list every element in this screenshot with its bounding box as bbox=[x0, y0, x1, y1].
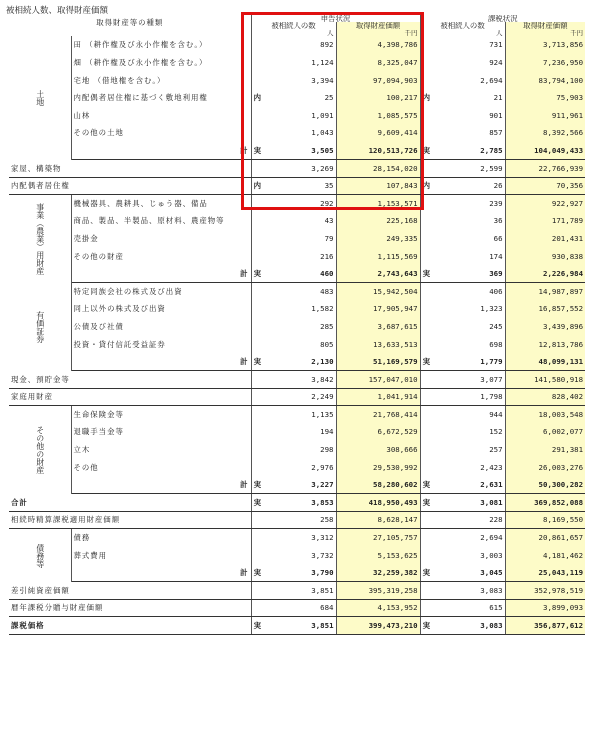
declared-persons: 25 bbox=[263, 89, 336, 107]
tax-header: 課税状況 bbox=[488, 15, 518, 23]
row-label: その他 bbox=[71, 459, 251, 477]
tax-persons: 2,423 bbox=[432, 459, 505, 477]
declared-value: 249,335 bbox=[336, 230, 420, 248]
row-label: 田 （耕作権及び永小作権を含む。） bbox=[71, 36, 251, 54]
tax-persons: 245 bbox=[432, 318, 505, 336]
row-label: 内配偶者居住権に基づく敷地利用権 bbox=[71, 89, 251, 107]
tax-persons: 26 bbox=[432, 177, 505, 195]
tax-value: 2,226,984 bbox=[505, 265, 585, 283]
tax-persons: 615 bbox=[432, 599, 505, 617]
table-row bbox=[9, 459, 585, 477]
tax-persons: 944 bbox=[432, 406, 505, 424]
tax-value: 201,431 bbox=[505, 230, 585, 248]
category-label bbox=[9, 283, 71, 371]
declared-value-header: 取得財産価額 bbox=[336, 22, 420, 29]
total-mark: 実 bbox=[251, 476, 263, 494]
total-mark bbox=[420, 371, 432, 389]
row-label: 投資・貸付信託受益証券 bbox=[71, 335, 251, 353]
table-row bbox=[9, 177, 585, 195]
inner-mark: 内 bbox=[251, 177, 263, 195]
category-text: 有価証券 bbox=[35, 310, 45, 343]
tax-persons-header: 被相続人の数 bbox=[420, 22, 505, 29]
category-text: その他の財産 bbox=[35, 426, 45, 475]
unit-value: 千円 bbox=[336, 30, 420, 37]
tax-value: 3,439,896 bbox=[505, 318, 585, 336]
category-text: 債務等 bbox=[35, 543, 45, 568]
declared-persons: 2,976 bbox=[263, 459, 336, 477]
tax-value: 83,794,100 bbox=[505, 72, 585, 90]
inner-mark: 内 bbox=[253, 93, 261, 103]
table-row bbox=[9, 441, 585, 459]
table-row bbox=[9, 371, 585, 389]
tax-persons: 1,798 bbox=[432, 388, 505, 406]
tax-value: 75,903 bbox=[505, 89, 585, 107]
table-row bbox=[9, 353, 585, 371]
total-mark bbox=[251, 107, 263, 125]
tax-persons: 924 bbox=[432, 54, 505, 72]
declared-persons: 3,227 bbox=[263, 476, 336, 494]
declared-value: 29,530,992 bbox=[336, 459, 420, 477]
declared-value: 51,169,579 bbox=[336, 353, 420, 371]
declared-persons: 3,269 bbox=[263, 159, 336, 177]
declared-persons: 298 bbox=[263, 441, 336, 459]
total-mark bbox=[420, 441, 432, 459]
total-mark bbox=[251, 124, 263, 142]
total-mark: 実 bbox=[420, 353, 432, 371]
tax-persons: 1,323 bbox=[432, 300, 505, 318]
tax-persons: 3,083 bbox=[432, 582, 505, 600]
tax-value: 20,861,657 bbox=[505, 529, 585, 547]
row-label: 葬式費用 bbox=[71, 547, 251, 565]
declared-value: 9,609,414 bbox=[336, 124, 420, 142]
tax-value: 3,713,856 bbox=[505, 36, 585, 54]
tax-value: 22,766,939 bbox=[505, 159, 585, 177]
row-label: 同上以外の株式及び出資 bbox=[71, 300, 251, 318]
total-mark bbox=[420, 335, 432, 353]
declared-persons: 1,091 bbox=[263, 107, 336, 125]
tax-persons: 66 bbox=[432, 230, 505, 248]
table-row bbox=[9, 72, 585, 90]
total-mark bbox=[420, 599, 432, 617]
declared-value: 4,153,952 bbox=[336, 599, 420, 617]
row-label: 立木 bbox=[71, 441, 251, 459]
tax-persons: 3,003 bbox=[432, 547, 505, 565]
tax-persons: 2,694 bbox=[432, 72, 505, 90]
table-row bbox=[9, 582, 585, 600]
table-row bbox=[9, 283, 585, 301]
inheritance-table bbox=[9, 15, 585, 635]
table-row bbox=[9, 54, 585, 72]
total-mark bbox=[420, 423, 432, 441]
tax-persons: 239 bbox=[432, 195, 505, 213]
row-label: 相続時精算課税適用財産価額 bbox=[9, 511, 251, 529]
tax-persons: 3,077 bbox=[432, 371, 505, 389]
declared-persons: 2,130 bbox=[263, 353, 336, 371]
type-header: 取得財産等の種類 bbox=[9, 15, 251, 30]
total-mark bbox=[420, 547, 432, 565]
row-label: 現金、預貯金等 bbox=[9, 371, 251, 389]
declared-persons: 1,582 bbox=[263, 300, 336, 318]
declared-persons: 3,790 bbox=[263, 564, 336, 582]
total-mark bbox=[251, 423, 263, 441]
tax-persons: 174 bbox=[432, 247, 505, 265]
row-label: 退職手当金等 bbox=[71, 423, 251, 441]
row-label: 特定同族会社の株式及び出資 bbox=[71, 283, 251, 301]
table-row bbox=[9, 599, 585, 617]
declared-persons: 3,842 bbox=[263, 371, 336, 389]
total-mark: 実 bbox=[251, 617, 263, 635]
row-label: 計 bbox=[71, 476, 251, 494]
row-label: 債務 bbox=[71, 529, 251, 547]
declared-persons-header: 被相続人の数 bbox=[251, 22, 336, 29]
tax-persons: 257 bbox=[432, 441, 505, 459]
total-mark bbox=[420, 459, 432, 477]
tax-persons: 406 bbox=[432, 283, 505, 301]
total-mark bbox=[251, 582, 263, 600]
table-row bbox=[9, 423, 585, 441]
declared-persons: 285 bbox=[263, 318, 336, 336]
row-label: その他の土地 bbox=[71, 124, 251, 142]
declared-persons: 43 bbox=[263, 212, 336, 230]
category-label bbox=[9, 36, 71, 159]
table-row bbox=[9, 36, 585, 54]
table-row bbox=[9, 564, 585, 582]
declared-value: 100,217 bbox=[336, 89, 420, 107]
tax-value: 16,857,552 bbox=[505, 300, 585, 318]
row-label: 計 bbox=[71, 265, 251, 283]
total-mark: 実 bbox=[251, 265, 263, 283]
declared-persons: 684 bbox=[263, 599, 336, 617]
table-row bbox=[9, 124, 585, 142]
total-mark bbox=[420, 124, 432, 142]
total-mark bbox=[251, 529, 263, 547]
total-mark bbox=[420, 582, 432, 600]
declared-value: 225,168 bbox=[336, 212, 420, 230]
table-row bbox=[9, 247, 585, 265]
tax-persons: 2,631 bbox=[432, 476, 505, 494]
declared-persons: 292 bbox=[263, 195, 336, 213]
declared-value: 4,398,786 bbox=[336, 36, 420, 54]
declared-value: 17,905,947 bbox=[336, 300, 420, 318]
declared-persons: 483 bbox=[263, 283, 336, 301]
row-label: 畑 （耕作権及び永小作権を含む。） bbox=[71, 54, 251, 72]
declared-persons: 35 bbox=[263, 177, 336, 195]
table-row bbox=[9, 547, 585, 565]
total-mark bbox=[420, 283, 432, 301]
row-label: 課税価格 bbox=[9, 617, 251, 635]
tax-value: 369,852,088 bbox=[505, 494, 585, 512]
declared-value: 27,105,757 bbox=[336, 529, 420, 547]
category-label bbox=[9, 195, 71, 283]
tax-value: 141,580,918 bbox=[505, 371, 585, 389]
tax-value: 930,838 bbox=[505, 247, 585, 265]
row-label: 公債及び社債 bbox=[71, 318, 251, 336]
declared-value: 2,743,643 bbox=[336, 265, 420, 283]
total-mark bbox=[251, 247, 263, 265]
row-label: 家庭用財産 bbox=[9, 388, 251, 406]
total-mark: 実 bbox=[251, 494, 263, 512]
tax-value-header: 取得財産価額 bbox=[505, 22, 585, 29]
tax-persons: 152 bbox=[432, 423, 505, 441]
declared-persons: 3,851 bbox=[263, 617, 336, 635]
table-row bbox=[9, 529, 585, 547]
declared-persons: 1,124 bbox=[263, 54, 336, 72]
total-mark bbox=[420, 247, 432, 265]
table-row bbox=[9, 159, 585, 177]
row-label: 差引純資産価額 bbox=[9, 582, 251, 600]
row-label: 生命保険金等 bbox=[71, 406, 251, 424]
row-label: 合計 bbox=[9, 494, 251, 512]
tax-persons: 369 bbox=[432, 265, 505, 283]
tax-persons: 2,785 bbox=[432, 142, 505, 160]
declared-persons: 3,732 bbox=[263, 547, 336, 565]
total-mark bbox=[251, 54, 263, 72]
tax-value: 18,003,548 bbox=[505, 406, 585, 424]
total-mark bbox=[420, 159, 432, 177]
row-label: 山林 bbox=[71, 107, 251, 125]
table-row bbox=[9, 265, 585, 283]
total-mark bbox=[251, 459, 263, 477]
tax-value: 291,381 bbox=[505, 441, 585, 459]
tax-value: 70,356 bbox=[505, 177, 585, 195]
table-row bbox=[9, 617, 585, 635]
declared-persons: 258 bbox=[263, 511, 336, 529]
total-mark bbox=[420, 388, 432, 406]
table-row bbox=[9, 107, 585, 125]
tax-value: 911,961 bbox=[505, 107, 585, 125]
row-label: 売掛金 bbox=[71, 230, 251, 248]
table-row bbox=[9, 195, 585, 213]
tax-value: 14,987,897 bbox=[505, 283, 585, 301]
declared-value: 13,633,513 bbox=[336, 335, 420, 353]
table-row bbox=[9, 335, 585, 353]
unit-persons: 人 bbox=[420, 30, 505, 37]
declared-persons: 3,853 bbox=[263, 494, 336, 512]
total-mark: 実 bbox=[251, 142, 263, 160]
total-mark bbox=[420, 529, 432, 547]
total-mark: 実 bbox=[420, 564, 432, 582]
tax-value: 356,877,612 bbox=[505, 617, 585, 635]
total-mark bbox=[251, 441, 263, 459]
declared-persons: 1,043 bbox=[263, 124, 336, 142]
declared-persons: 1,135 bbox=[263, 406, 336, 424]
tax-value: 4,181,462 bbox=[505, 547, 585, 565]
total-mark bbox=[420, 72, 432, 90]
row-label: 計 bbox=[71, 142, 251, 160]
tax-value: 50,300,282 bbox=[505, 476, 585, 494]
total-mark bbox=[251, 230, 263, 248]
declared-value: 8,628,147 bbox=[336, 511, 420, 529]
total-mark bbox=[251, 195, 263, 213]
tax-persons: 3,083 bbox=[432, 617, 505, 635]
table-row bbox=[9, 212, 585, 230]
total-mark bbox=[251, 72, 263, 90]
tax-persons: 3,081 bbox=[432, 494, 505, 512]
total-mark: 実 bbox=[251, 564, 263, 582]
total-mark: 実 bbox=[251, 353, 263, 371]
total-mark bbox=[420, 107, 432, 125]
row-label: 機械器具、農耕具、じゅう器、備品 bbox=[71, 195, 251, 213]
total-mark bbox=[251, 212, 263, 230]
tax-persons: 2,694 bbox=[432, 529, 505, 547]
tax-value: 26,003,276 bbox=[505, 459, 585, 477]
declared-value: 32,259,382 bbox=[336, 564, 420, 582]
tax-persons: 2,599 bbox=[432, 159, 505, 177]
row-label: 計 bbox=[71, 564, 251, 582]
total-mark bbox=[420, 318, 432, 336]
total-mark bbox=[420, 511, 432, 529]
tax-persons: 698 bbox=[432, 335, 505, 353]
declared-value: 120,513,726 bbox=[336, 142, 420, 160]
tax-value: 8,392,566 bbox=[505, 124, 585, 142]
table-row bbox=[9, 511, 585, 529]
declared-value: 8,325,047 bbox=[336, 54, 420, 72]
total-mark bbox=[420, 54, 432, 72]
unit-persons: 人 bbox=[251, 30, 336, 37]
declared-persons: 79 bbox=[263, 230, 336, 248]
declared-value: 58,280,602 bbox=[336, 476, 420, 494]
unit-value: 千円 bbox=[505, 30, 585, 37]
tax-value: 352,978,519 bbox=[505, 582, 585, 600]
row-label: 宅地 （借地権を含む。） bbox=[71, 72, 251, 90]
tax-value: 25,043,119 bbox=[505, 564, 585, 582]
declared-value: 15,942,504 bbox=[336, 283, 420, 301]
declared-value: 3,687,615 bbox=[336, 318, 420, 336]
table-row bbox=[9, 89, 585, 107]
declared-persons: 3,312 bbox=[263, 529, 336, 547]
tax-persons: 3,045 bbox=[432, 564, 505, 582]
row-label: 暦年課税分贈与財産価額 bbox=[9, 599, 251, 617]
tax-value: 48,099,131 bbox=[505, 353, 585, 371]
total-mark bbox=[251, 283, 263, 301]
declared-persons: 3,394 bbox=[263, 72, 336, 90]
declared-value: 5,153,625 bbox=[336, 547, 420, 565]
declared-value: 399,473,210 bbox=[336, 617, 420, 635]
table-row bbox=[9, 300, 585, 318]
declared-value: 1,115,569 bbox=[336, 247, 420, 265]
inner-mark: 内 bbox=[422, 93, 430, 103]
tax-persons: 21 bbox=[432, 89, 505, 107]
total-mark bbox=[251, 300, 263, 318]
category-label bbox=[9, 529, 71, 582]
total-mark bbox=[251, 547, 263, 565]
total-mark bbox=[251, 36, 263, 54]
total-mark: 実 bbox=[420, 265, 432, 283]
total-mark bbox=[251, 318, 263, 336]
tax-value: 8,169,550 bbox=[505, 511, 585, 529]
row-label: 商品、製品、半製品、原材料、農産物等 bbox=[71, 212, 251, 230]
table-row bbox=[9, 494, 585, 512]
table-row bbox=[9, 476, 585, 494]
total-mark bbox=[251, 406, 263, 424]
declared-persons: 460 bbox=[263, 265, 336, 283]
table-row bbox=[9, 388, 585, 406]
declared-value: 97,094,903 bbox=[336, 72, 420, 90]
tax-value: 7,236,950 bbox=[505, 54, 585, 72]
total-mark: 実 bbox=[420, 494, 432, 512]
declared-value: 308,666 bbox=[336, 441, 420, 459]
total-mark bbox=[420, 212, 432, 230]
declared-persons: 2,249 bbox=[263, 388, 336, 406]
total-mark: 実 bbox=[420, 617, 432, 635]
declared-persons: 3,851 bbox=[263, 582, 336, 600]
inner-mark: 内 bbox=[420, 177, 432, 195]
tax-persons: 1,779 bbox=[432, 353, 505, 371]
tax-value: 12,813,786 bbox=[505, 335, 585, 353]
table-row bbox=[9, 142, 585, 160]
table-row bbox=[9, 230, 585, 248]
declared-persons: 194 bbox=[263, 423, 336, 441]
declared-value: 1,085,575 bbox=[336, 107, 420, 125]
total-mark bbox=[251, 159, 263, 177]
declared-persons: 3,505 bbox=[263, 142, 336, 160]
total-mark bbox=[420, 300, 432, 318]
tax-persons: 857 bbox=[432, 124, 505, 142]
declared-value: 1,041,914 bbox=[336, 388, 420, 406]
declared-value: 418,950,493 bbox=[336, 494, 420, 512]
total-mark bbox=[251, 335, 263, 353]
declared-value: 28,154,020 bbox=[336, 159, 420, 177]
row-label: 内配偶者居住権 bbox=[9, 177, 251, 195]
tax-persons: 228 bbox=[432, 511, 505, 529]
category-text: 事業（農業）用財産 bbox=[35, 202, 45, 275]
total-mark bbox=[420, 195, 432, 213]
tax-value: 828,402 bbox=[505, 388, 585, 406]
declared-header: 申告状況 bbox=[251, 15, 420, 22]
row-label: 家屋、構築物 bbox=[9, 159, 251, 177]
category-label bbox=[9, 406, 71, 494]
total-mark: 実 bbox=[420, 476, 432, 494]
declared-persons: 216 bbox=[263, 247, 336, 265]
tax-persons: 36 bbox=[432, 212, 505, 230]
total-mark bbox=[420, 230, 432, 248]
declared-value: 21,768,414 bbox=[336, 406, 420, 424]
declared-persons: 892 bbox=[263, 36, 336, 54]
table-row bbox=[9, 318, 585, 336]
total-mark bbox=[251, 371, 263, 389]
declared-value: 107,843 bbox=[336, 177, 420, 195]
tax-value: 171,789 bbox=[505, 212, 585, 230]
declared-persons: 805 bbox=[263, 335, 336, 353]
tax-value: 104,049,433 bbox=[505, 142, 585, 160]
tax-value: 922,927 bbox=[505, 195, 585, 213]
tax-value: 6,002,077 bbox=[505, 423, 585, 441]
total-mark bbox=[420, 406, 432, 424]
declared-value: 157,047,010 bbox=[336, 371, 420, 389]
tax-value: 3,899,093 bbox=[505, 599, 585, 617]
row-label: その他の財産 bbox=[71, 247, 251, 265]
declared-value: 6,672,529 bbox=[336, 423, 420, 441]
total-mark bbox=[251, 511, 263, 529]
declared-value: 395,319,258 bbox=[336, 582, 420, 600]
tax-persons: 731 bbox=[432, 36, 505, 54]
table-row bbox=[9, 406, 585, 424]
tax-persons: 901 bbox=[432, 107, 505, 125]
total-mark bbox=[251, 599, 263, 617]
row-label: 計 bbox=[71, 353, 251, 371]
total-mark bbox=[420, 36, 432, 54]
total-mark bbox=[251, 388, 263, 406]
table-caption: 被相続人数、取得財産価額 bbox=[6, 6, 109, 16]
category-text: 土地 bbox=[35, 89, 45, 106]
total-mark: 実 bbox=[420, 142, 432, 160]
declared-value: 1,153,571 bbox=[336, 195, 420, 213]
